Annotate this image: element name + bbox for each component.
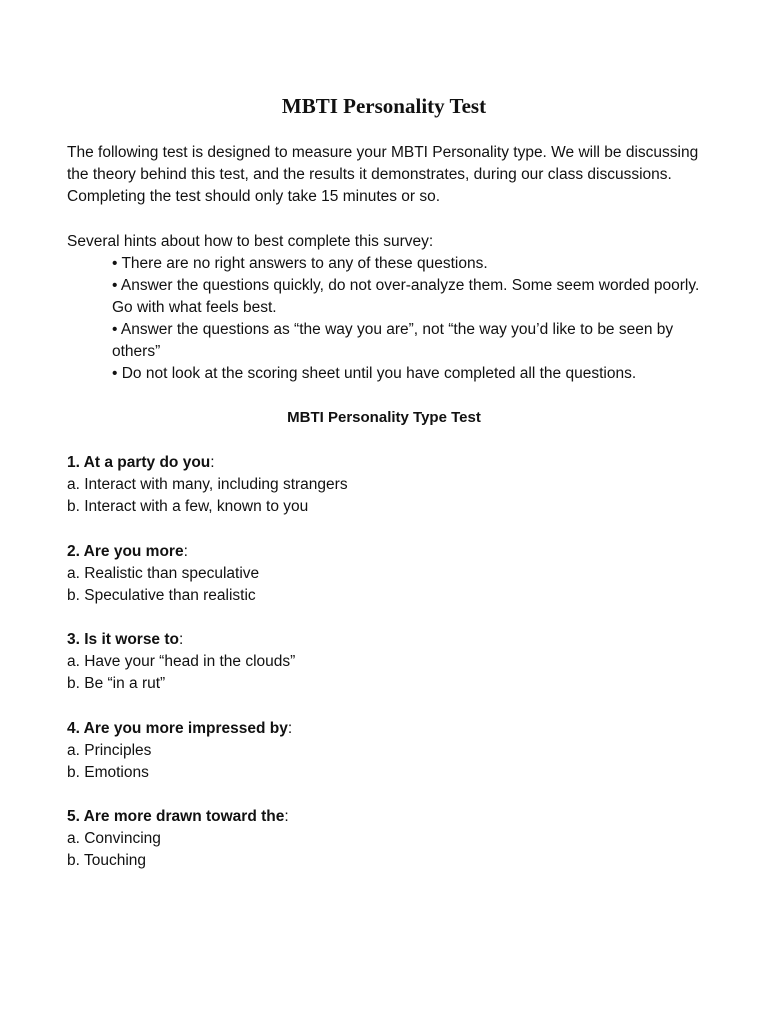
hint-item: • Do not look at the scoring sheet until you have completed all the questions. bbox=[112, 365, 637, 382]
answer-option-b: b. Emotions bbox=[67, 763, 149, 781]
question-suffix: : bbox=[210, 454, 215, 471]
question-5 bbox=[67, 806, 707, 872]
hints-intro: Several hints about how to best complete this survey: bbox=[67, 233, 434, 250]
intro-paragraph: The following test is designed to measure your MBTI Personality type. We will be discussing the theory behind this test, and the results it demonstrates, during our class discussions. Completing the test should only take 15 minutes or so. bbox=[67, 144, 699, 205]
answer-option-b: b. Be “in a rut” bbox=[67, 675, 166, 692]
question-number: 4. bbox=[67, 719, 80, 737]
answer-option-b: b. Touching bbox=[67, 852, 146, 869]
question-3 bbox=[67, 629, 707, 695]
question-list bbox=[67, 452, 707, 895]
hint-item: • There are no right answers to any of these questions. bbox=[112, 255, 488, 272]
question-heading bbox=[67, 541, 707, 563]
answer-option-a: a. Interact with many, including strangers bbox=[67, 476, 348, 493]
question-text: At a party do you bbox=[83, 454, 211, 471]
hint-item: • Answer the questions as “the way you are”, not “the way you’d like to be seen by others” bbox=[112, 321, 674, 360]
question-1 bbox=[67, 452, 707, 518]
hint-item: • Answer the questions quickly, do not over-analyze them. Some seem worded poorly. Go with what feels best. bbox=[112, 277, 700, 316]
question-suffix: : bbox=[183, 542, 188, 560]
question-text: Are you more impressed by bbox=[83, 719, 288, 737]
hint-list bbox=[67, 253, 707, 385]
hints-section bbox=[67, 231, 707, 385]
question-heading bbox=[67, 629, 707, 651]
question-heading bbox=[67, 806, 707, 828]
question-2 bbox=[67, 541, 707, 607]
test-subtitle: MBTI Personality Type Test bbox=[287, 409, 481, 426]
answer-option-b: b. Speculative than realistic bbox=[67, 586, 256, 604]
answer-option-a: a. Principles bbox=[67, 741, 152, 759]
question-text: Are you more bbox=[83, 542, 184, 560]
answer-option-a: a. Convincing bbox=[67, 830, 161, 847]
answer-option-a: a. Realistic than speculative bbox=[67, 564, 260, 582]
question-number: 5. bbox=[67, 808, 80, 825]
question-heading bbox=[67, 452, 707, 474]
question-suffix: : bbox=[284, 808, 289, 825]
question-text: Are more drawn toward the bbox=[83, 808, 285, 825]
question-number: 2. bbox=[67, 542, 80, 560]
question-heading bbox=[67, 718, 707, 740]
question-suffix: : bbox=[287, 719, 293, 737]
question-number: 1. bbox=[67, 454, 80, 471]
answer-option-a: a. Have your “head in the clouds” bbox=[67, 653, 296, 670]
question-text: Is it worse to bbox=[84, 631, 179, 648]
answer-option-b: b. Interact with a few, known to you bbox=[67, 498, 309, 515]
question-number: 3. bbox=[67, 631, 80, 648]
document-title: MBTI Personality Test bbox=[281, 94, 487, 118]
question-suffix: : bbox=[179, 631, 184, 648]
question-4 bbox=[67, 718, 707, 784]
